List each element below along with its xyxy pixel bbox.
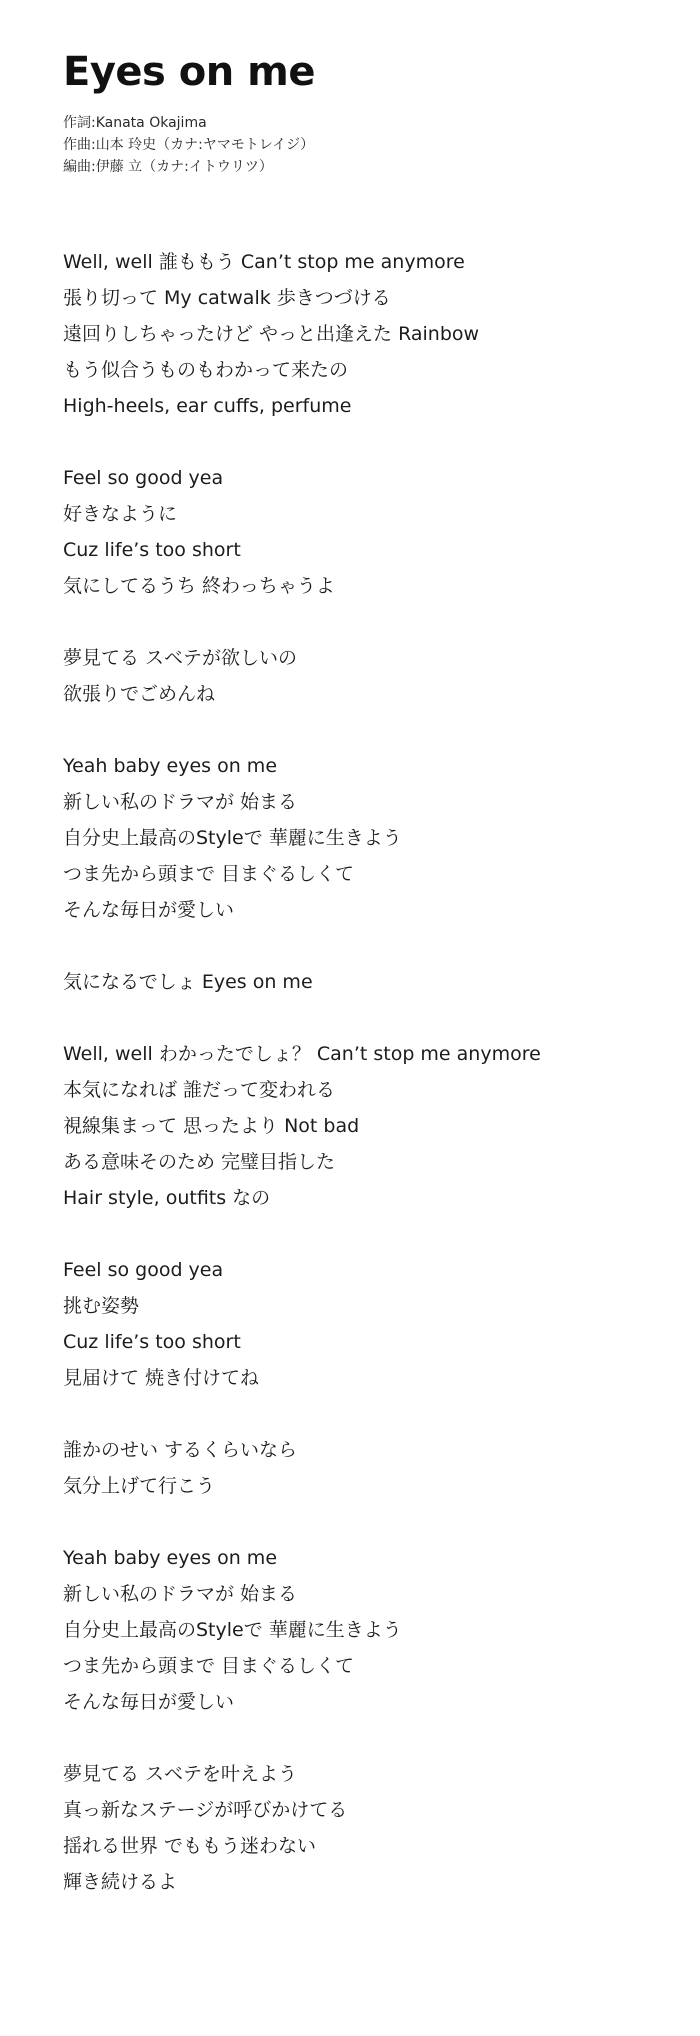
lyric-line: 見届けて 焼き付けてね [63,1367,260,1389]
lyric-line: ある意味そのため 完璧目指した [63,1151,336,1173]
lyric-stanza [63,1756,700,1900]
lyric-line: 輝き続けるよ [63,1871,178,1893]
song-title: Eyes on me [63,49,315,95]
lyric-line: 自分史上最高のStyleで 華麗に生きよう [63,1619,402,1641]
lyric-line: 夢見てる スベテが欲しいの [63,647,298,669]
arranger-credit: 編曲:伊藤 立（カナ:イトウリツ） [63,159,273,175]
lyric-line: 好きなように [63,503,178,525]
lyric-line: Cuz life’s too short [63,1331,241,1353]
lyric-line: もう似合うものもわかって来たの [63,359,349,381]
composer-credit: 作曲:山本 玲史（カナ:ヤマモトレイジ） [63,137,315,153]
lyric-line: 誰かのせい するくらいなら [63,1439,298,1461]
lyric-line: 真っ新なステージが呼びかけてる [63,1799,348,1821]
lyric-stanza [63,1036,700,1216]
lyric-stanza [63,244,700,424]
lyric-line: Well, well わかったでしょ？ Can’t stop me anymore [63,1043,541,1065]
lyric-stanza [63,640,700,712]
lyric-stanza [63,1252,700,1396]
lyric-line: 視線集まって 思ったより Not bad [63,1115,360,1137]
lyric-line: Feel so good yea [63,467,224,489]
lyric-line: Yeah baby eyes on me [63,1547,278,1569]
lyric-line: 揺れる世界 でももう迷わない [63,1835,317,1857]
lyric-line: 新しい私のドラマが 始まる [63,1583,298,1605]
lyric-line: 夢見てる スベテを叶えよう [63,1763,298,1785]
lyric-line: 気分上げて行こう [63,1475,216,1497]
lyric-line: 張り切って My catwalk 歩きつづける [63,287,391,309]
lyric-line: Hair style, outfits なの [63,1187,271,1209]
lyric-line: 新しい私のドラマが 始まる [63,791,298,813]
lyric-line: Well, well 誰ももう Can’t stop me anymore [63,251,465,273]
lyric-line: つま先から頭まで 目まぐるしくて [63,863,355,885]
song-credits [63,112,700,178]
lyric-line: 自分史上最高のStyleで 華麗に生きよう [63,827,402,849]
lyric-line: 欲張りでごめんね [63,683,216,705]
lyric-line: そんな毎日が愛しい [63,899,235,921]
lyric-line: つま先から頭まで 目まぐるしくて [63,1655,355,1677]
lyric-stanza [63,1432,700,1504]
lyricist-credit: 作詞:Kanata Okajima [63,115,207,131]
lyric-stanza [63,460,700,604]
lyric-line: 本気になれば 誰だって変われる [63,1079,336,1101]
lyric-stanza [63,964,700,1000]
lyric-line: 遠回りしちゃったけど やっと出逢えた Rainbow [63,323,480,345]
lyric-line: 挑む姿勢 [63,1295,140,1317]
lyric-line: そんな毎日が愛しい [63,1691,235,1713]
lyrics-body [63,244,700,1900]
lyric-line: Yeah baby eyes on me [63,755,278,777]
lyric-line: Cuz life’s too short [63,539,241,561]
lyric-line: 気になるでしょ Eyes on me [63,971,313,993]
lyric-stanza [63,1540,700,1720]
lyric-stanza [63,748,700,928]
lyric-line: Feel so good yea [63,1259,224,1281]
lyric-line: High-heels, ear cuffs, perfume [63,395,352,417]
lyric-line: 気にしてるうち 終わっちゃうよ [63,575,335,597]
